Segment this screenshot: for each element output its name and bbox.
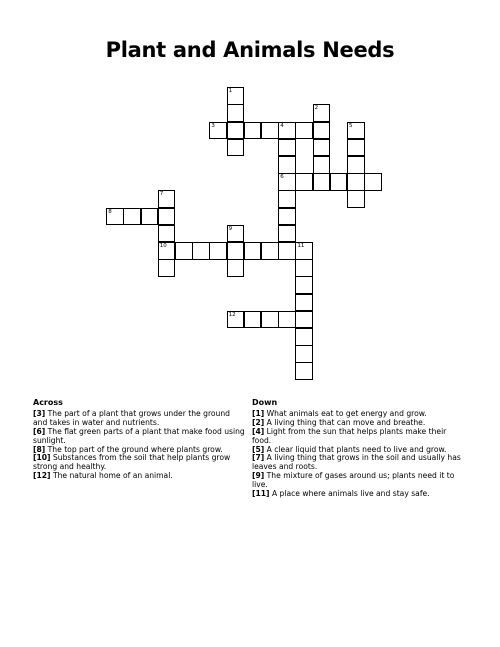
across-clues <box>33 399 245 481</box>
clue-number: [8] <box>33 444 46 454</box>
clue-number-label: 4 <box>280 122 284 129</box>
clue-number: [4] <box>252 426 265 436</box>
crossword-cell-9[interactable] <box>227 225 245 243</box>
crossword-cell[interactable] <box>227 259 245 277</box>
crossword-cell[interactable] <box>295 259 313 277</box>
clue-down-9 <box>252 472 464 490</box>
clue-number-label: 8 <box>108 208 112 215</box>
clue-number: [3] <box>33 408 46 418</box>
clue-across-10 <box>33 454 245 472</box>
clue-text: What animals eat to get energy and grow. <box>266 408 427 418</box>
crossword-cell[interactable] <box>261 122 279 140</box>
crossword-cell[interactable] <box>244 311 262 329</box>
across-heading: Across <box>33 398 63 407</box>
crossword-cell[interactable] <box>261 242 279 260</box>
crossword-cell-4[interactable] <box>278 122 296 140</box>
clue-number: [5] <box>252 444 265 454</box>
clue-text: A clear liquid that plants need to live and grow. <box>266 444 447 454</box>
clue-down-7 <box>252 454 464 472</box>
crossword-cell-3[interactable] <box>209 122 227 140</box>
crossword-cell[interactable] <box>261 311 279 329</box>
clue-number-label: 5 <box>349 122 353 129</box>
clue-text: A living thing that grows in the soil and usually has leaves and roots. <box>252 453 461 472</box>
crossword-cell[interactable] <box>123 208 141 226</box>
clue-down-11 <box>252 490 464 499</box>
crossword-cell[interactable] <box>192 242 210 260</box>
crossword-cell[interactable] <box>295 122 313 140</box>
clue-text: The natural home of an animal. <box>52 471 173 481</box>
clue-across-3 <box>33 410 245 428</box>
clue-number: [6] <box>33 426 46 436</box>
crossword-cell[interactable] <box>278 225 296 243</box>
clue-number-label: 11 <box>297 243 305 249</box>
crossword-cell[interactable] <box>175 242 193 260</box>
crossword-cell[interactable] <box>347 156 365 174</box>
clue-number: [10] <box>33 453 51 463</box>
clue-number-label: 10 <box>159 243 167 249</box>
crossword-cell[interactable] <box>278 156 296 174</box>
crossword-cell-7[interactable] <box>158 190 176 208</box>
crossword-cell[interactable] <box>227 139 245 157</box>
clue-number: [7] <box>252 453 265 463</box>
crossword-cell[interactable] <box>278 190 296 208</box>
crossword-cell[interactable] <box>278 242 296 260</box>
crossword-cell[interactable] <box>158 225 176 243</box>
clue-number-label: 7 <box>159 191 164 198</box>
crossword-cell[interactable] <box>278 311 296 329</box>
puzzle-title: Plant and Animals Needs <box>105 38 395 62</box>
crossword-cell[interactable] <box>347 139 365 157</box>
clue-number-label: 3 <box>211 122 215 129</box>
crossword-cell[interactable] <box>209 242 227 260</box>
crossword-cell[interactable] <box>364 173 382 191</box>
clue-number-label: 9 <box>228 225 233 232</box>
clue-number: [11] <box>252 489 270 499</box>
crossword-cell[interactable] <box>295 362 313 380</box>
crossword-cell[interactable] <box>347 173 365 191</box>
crossword-cell[interactable] <box>278 139 296 157</box>
crossword-cell[interactable] <box>227 242 245 260</box>
clue-text: The part of a plant that grows under the ground and takes in water and nutrients. <box>33 408 231 427</box>
crossword-cell-11[interactable] <box>295 242 313 260</box>
clue-number-label: 2 <box>314 105 319 112</box>
clue-number: [12] <box>33 471 51 481</box>
crossword-cell[interactable] <box>295 276 313 294</box>
crossword-cell[interactable] <box>295 294 313 312</box>
clue-text: The mixture of gases around us; plants need it to live. <box>252 471 455 490</box>
crossword-cell-1[interactable] <box>227 87 245 105</box>
clue-number: [9] <box>252 471 265 481</box>
clue-text: The top part of the ground where plants grow. <box>47 444 223 454</box>
crossword-cell[interactable] <box>158 259 176 277</box>
clue-number-label: 6 <box>280 174 284 181</box>
clue-text: The flat green parts of a plant that make food using sunlight. <box>33 426 245 445</box>
crossword-cell[interactable] <box>244 122 262 140</box>
crossword-cell[interactable] <box>330 173 348 191</box>
crossword-cell[interactable] <box>295 345 313 363</box>
down-clues <box>252 399 464 499</box>
crossword-cell-6[interactable] <box>278 173 296 191</box>
crossword-cell[interactable] <box>295 173 313 191</box>
clue-text: Substances from the soil that help plants grow strong and healthy. <box>33 453 231 472</box>
crossword-cell-10[interactable] <box>158 242 176 260</box>
crossword-cell[interactable] <box>278 208 296 226</box>
crossword-cell[interactable] <box>313 139 331 157</box>
crossword-cell[interactable] <box>313 173 331 191</box>
clue-text: A place where animals live and stay safe. <box>271 489 430 499</box>
clue-number: [2] <box>252 417 265 427</box>
crossword-cell-8[interactable] <box>106 208 124 226</box>
crossword-cell-12[interactable] <box>227 311 245 329</box>
clue-number-label: 1 <box>228 88 233 95</box>
crossword-cell[interactable] <box>295 328 313 346</box>
clue-down-4 <box>252 428 464 446</box>
clue-number-label: 12 <box>228 311 236 318</box>
crossword-cell[interactable] <box>227 104 245 122</box>
clue-across-6 <box>33 428 245 446</box>
clue-text: A living thing that can move and breathe. <box>266 417 426 427</box>
crossword-cell[interactable] <box>313 156 331 174</box>
crossword-cell[interactable] <box>295 311 313 329</box>
crossword-cell[interactable] <box>347 190 365 208</box>
clue-number: [1] <box>252 408 265 418</box>
crossword-cell[interactable] <box>244 242 262 260</box>
crossword-cell[interactable] <box>313 122 331 140</box>
clue-text: Light from the sun that helps plants make their food. <box>252 426 447 445</box>
crossword-cell[interactable] <box>227 122 245 140</box>
crossword-cell-2[interactable] <box>313 104 331 122</box>
crossword-cell[interactable] <box>158 208 176 226</box>
down-heading: Down <box>252 398 278 407</box>
crossword-cell[interactable] <box>141 208 159 226</box>
clue-across-12 <box>33 472 245 481</box>
crossword-cell-5[interactable] <box>347 122 365 140</box>
